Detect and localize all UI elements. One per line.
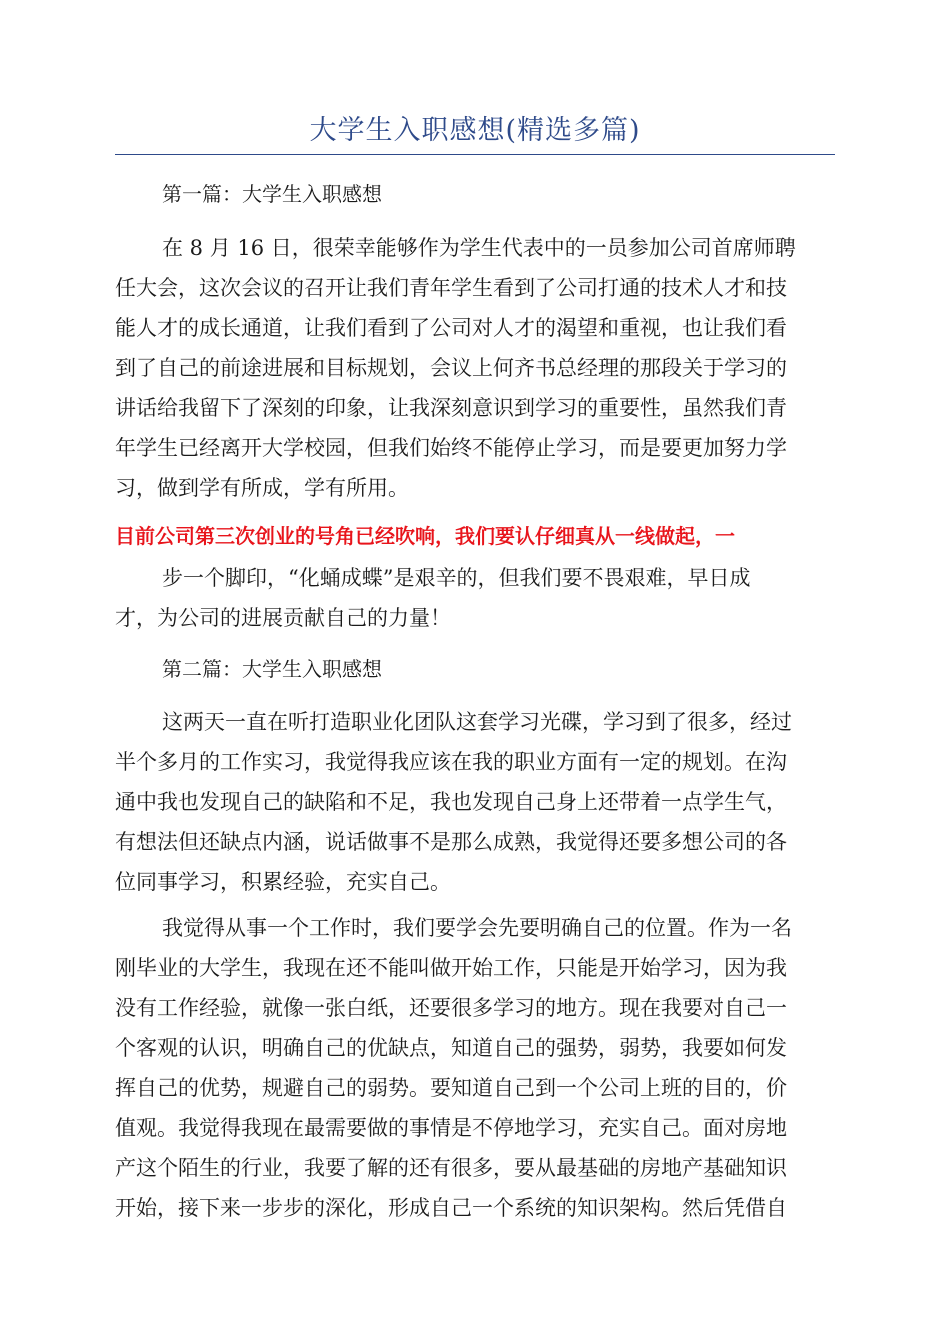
paragraph-line: 开始，接下来一步步的深化，形成自己一个系统的知识架构。然后凭借自 — [115, 1196, 787, 1220]
section-heading-1: 第一篇：大学生入职感想 — [162, 182, 382, 206]
paragraph-line: 才，为公司的进展贡献自己的力量！ — [115, 606, 451, 630]
paragraph-line: 习，做到学有所成，学有所用。 — [115, 476, 409, 500]
paragraph-2 — [115, 558, 835, 638]
document-title: 大学生入职感想(精选多篇) — [309, 115, 641, 146]
paragraph-line: 到了自己的前途进展和目标规划，会议上何齐书总经理的那段关于学习的 — [115, 356, 787, 380]
paragraph-line: 有想法但还缺点内涵，说话做事不是那么成熟，我觉得还要多想公司的各 — [115, 830, 787, 854]
paragraph-line: 产这个陌生的行业，我要了解的还有很多，要从最基础的房地产基础知识 — [115, 1156, 787, 1180]
paragraph-line: 在 8 月 16 日，很荣幸能够作为学生代表中的一员参加公司首席师聘 — [162, 236, 796, 260]
paragraph-line: 刚毕业的大学生，我现在还不能叫做开始工作，只能是开始学习，因为我 — [115, 956, 787, 980]
paragraph-line: 任大会，这次会议的召开让我们青年学生看到了公司打通的技术人才和技 — [115, 276, 787, 300]
paragraph-1 — [115, 228, 835, 508]
paragraph-line: 讲话给我留下了深刻的印象，让我深刻意识到学习的重要性，虽然我们青 — [115, 396, 787, 420]
paragraph-line: 这两天一直在听打造职业化团队这套学习光碟，学习到了很多，经过 — [162, 710, 792, 734]
paragraph-line: 能人才的成长通道，让我们看到了公司对人才的渴望和重视，也让我们看 — [115, 316, 787, 340]
paragraph-line: 年学生已经离开大学校园，但我们始终不能停止学习，而是要更加努力学 — [115, 436, 787, 460]
title-underline — [115, 154, 835, 155]
paragraph-line: 值观。我觉得我现在最需要做的事情是不停地学习，充实自己。面对房地 — [115, 1116, 787, 1140]
paragraph-line: 挥自己的优势，规避自己的弱势。要知道自己到一个公司上班的目的，价 — [115, 1076, 787, 1100]
section-heading-2: 第二篇：大学生入职感想 — [162, 657, 382, 681]
paragraph-line: 通中我也发现自己的缺陷和不足，我也发现自己身上还带着一点学生气， — [115, 790, 787, 814]
highlighted-sentence: 目前公司第三次创业的号角已经吹响，我们要认仔细真从一线做起，一 — [115, 524, 735, 548]
paragraph-line: 位同事学习，积累经验，充实自己。 — [115, 870, 451, 894]
paragraph-line: 步一个脚印，“化蛹成蝶”是艰辛的，但我们要不畏艰难，早日成 — [162, 566, 751, 590]
paragraph-line: 我觉得从事一个工作时，我们要学会先要明确自己的位置。作为一名 — [162, 916, 792, 940]
paragraph-3 — [115, 702, 835, 902]
paragraph-line: 半个多月的工作实习，我觉得我应该在我的职业方面有一定的规划。在沟 — [115, 750, 787, 774]
paragraph-line: 没有工作经验，就像一张白纸，还要很多学习的地方。现在我要对自己一 — [115, 996, 787, 1020]
paragraph-line: 个客观的认识，明确自己的优缺点，知道自己的强势，弱势，我要如何发 — [115, 1036, 787, 1060]
paragraph-4 — [115, 908, 835, 1228]
